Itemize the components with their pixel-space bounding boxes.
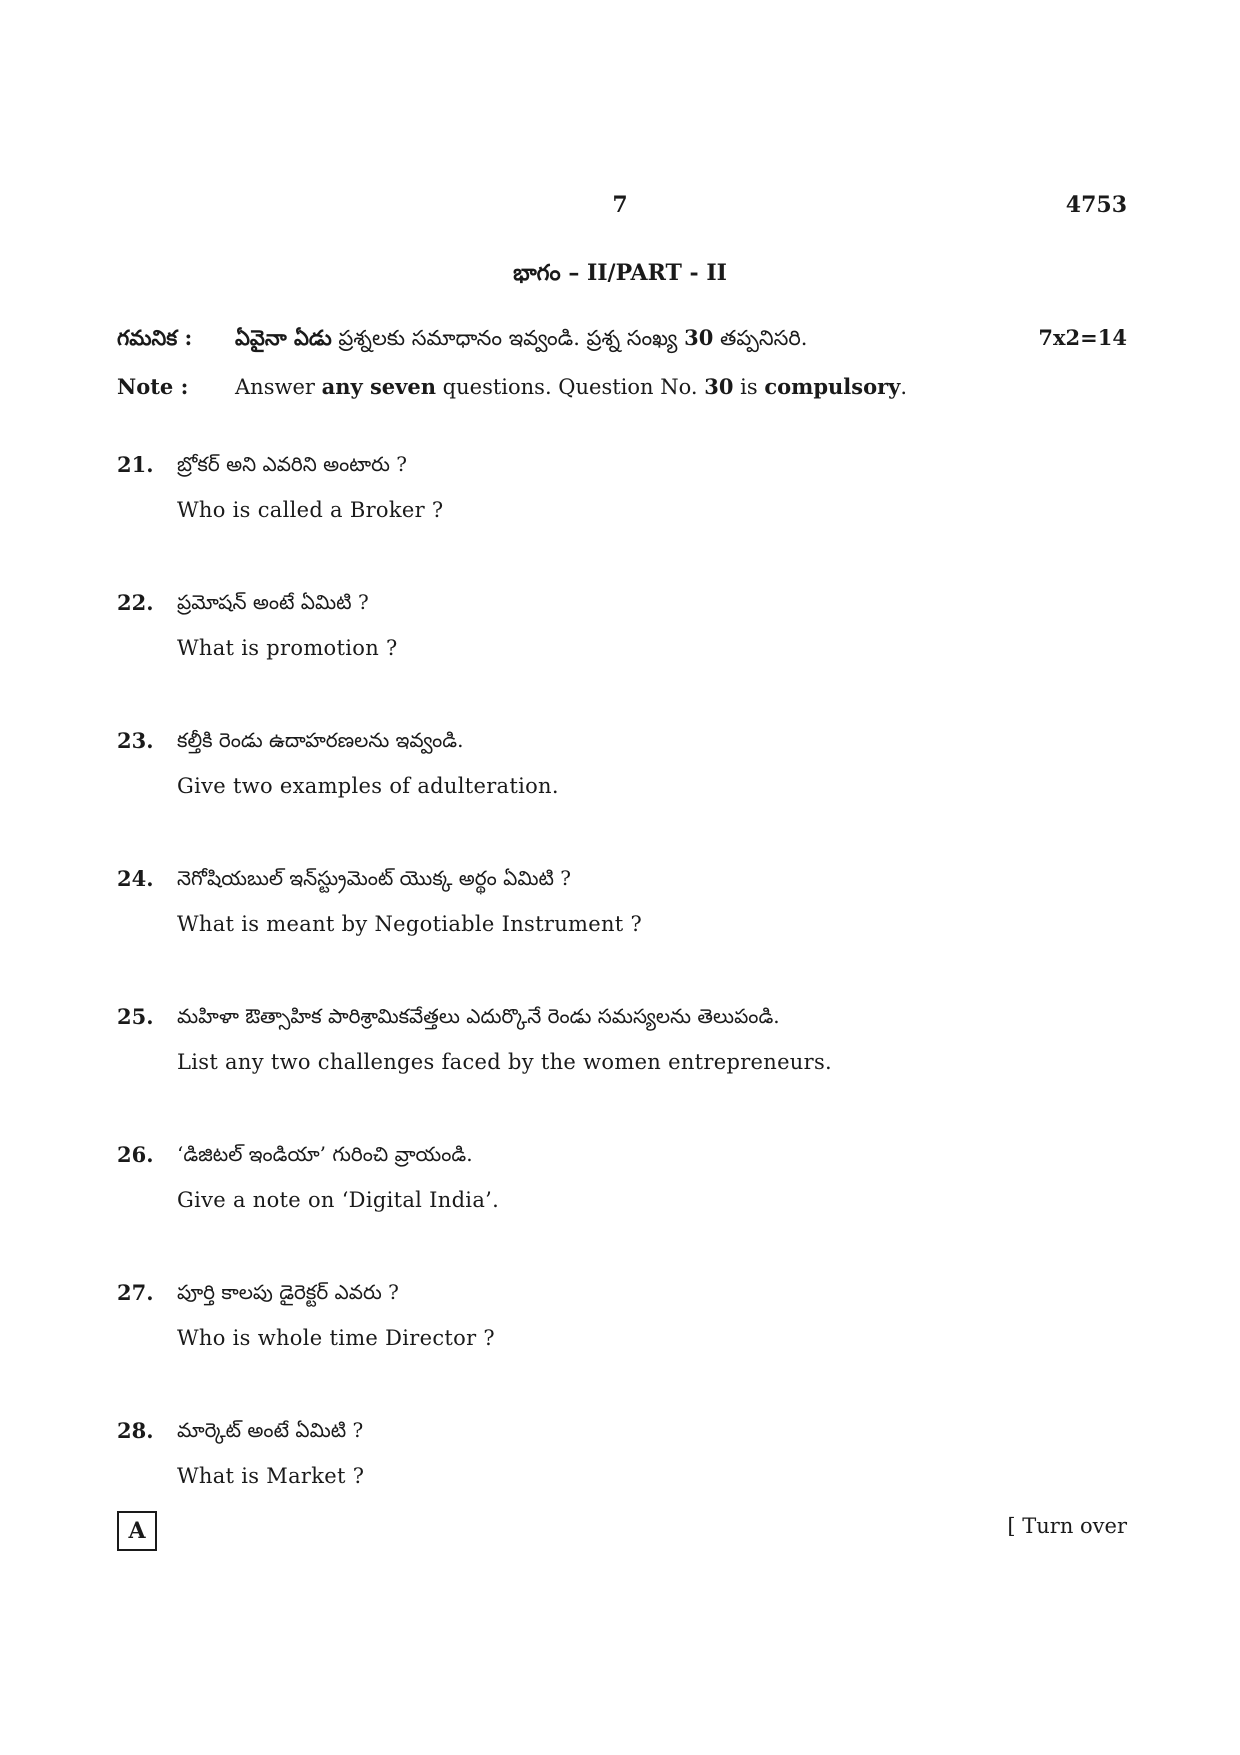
english-instruction-bold2: compulsory: [764, 374, 901, 399]
english-instruction-number: 30: [704, 374, 734, 399]
telugu-note-label: గమనిక :: [117, 325, 193, 350]
english-note-label: Note :: [117, 374, 189, 399]
question-number: 22.: [117, 590, 154, 615]
marks-allocation: 7x2=14: [1038, 325, 1127, 350]
question-telugu: ప్రమోషన్ అంటే ఏమిటి ?: [177, 590, 369, 614]
question-telugu: మార్కెట్ అంటే ఏమిటి ?: [177, 1418, 364, 1442]
question-telugu: కల్తీకి రెండు ఉదాహరణలను ఇవ్వండి.: [177, 728, 464, 752]
paper-code: 4753: [1065, 192, 1127, 218]
telugu-instruction-end: తప్పనిసరి.: [713, 326, 808, 350]
telugu-instruction-bold: ఏవైనా ఏడు: [235, 325, 332, 350]
question-number: 25.: [117, 1004, 154, 1029]
english-instruction-mid2: is: [733, 375, 765, 399]
english-instruction-mid: questions. Question No.: [436, 375, 705, 399]
question-english: What is Market ?: [177, 1464, 365, 1488]
english-instruction-bold1: any seven: [321, 374, 436, 399]
question-telugu: నెగోషియబుల్ ఇన్‌స్ట్రుమెంట్ యొక్క అర్థం ఏమిటి ?: [177, 866, 572, 890]
telugu-instruction: [117, 325, 1127, 356]
question-english: What is promotion ?: [177, 636, 398, 660]
question-english: Who is called a Broker ?: [177, 498, 444, 522]
telugu-instruction-number: 30: [684, 325, 714, 350]
telugu-instruction-text: ప్రశ్నలకు సమాధానం ఇవ్వండి. ప్రశ్న సంఖ్య: [331, 326, 685, 350]
question-number: 26.: [117, 1142, 154, 1167]
question-english: Give a note on ‘Digital India’.: [177, 1188, 500, 1212]
english-instruction-post: .: [900, 375, 908, 399]
question-telugu: మహిళా ఔత్సాహిక పారిశ్రామికవేత్తలు ఎదుర్కొనే రెండు సమస్యలను తెలుపండి.: [177, 1004, 780, 1028]
question-english: Who is whole time Director ?: [177, 1326, 495, 1350]
question-number: 21.: [117, 452, 154, 477]
part-title: భాగం – II/PART - II: [513, 260, 727, 286]
question-english: Give two examples of adulteration.: [177, 774, 559, 798]
question-telugu: పూర్తి కాలపు డైరెక్టర్ ఎవరు ?: [177, 1280, 399, 1304]
question-telugu: బ్రోకర్ అని ఎవరిని అంటారు ?: [177, 452, 408, 476]
turn-over-text: [ Turn over: [1007, 1514, 1127, 1538]
page-number: 7: [612, 192, 628, 218]
english-instruction-pre: Answer: [235, 375, 322, 399]
question-number: 24.: [117, 866, 154, 891]
question-number: 23.: [117, 728, 154, 753]
version-box: A: [117, 1511, 157, 1551]
english-instruction: [117, 374, 1127, 399]
question-number: 27.: [117, 1280, 154, 1305]
question-number: 28.: [117, 1418, 154, 1443]
question-english: List any two challenges faced by the women entrepreneurs.: [177, 1050, 833, 1074]
question-telugu: ‘డిజిటల్ ఇండియా’ గురించి వ్రాయండి.: [177, 1142, 473, 1166]
question-english: What is meant by Negotiable Instrument ?: [177, 912, 643, 936]
